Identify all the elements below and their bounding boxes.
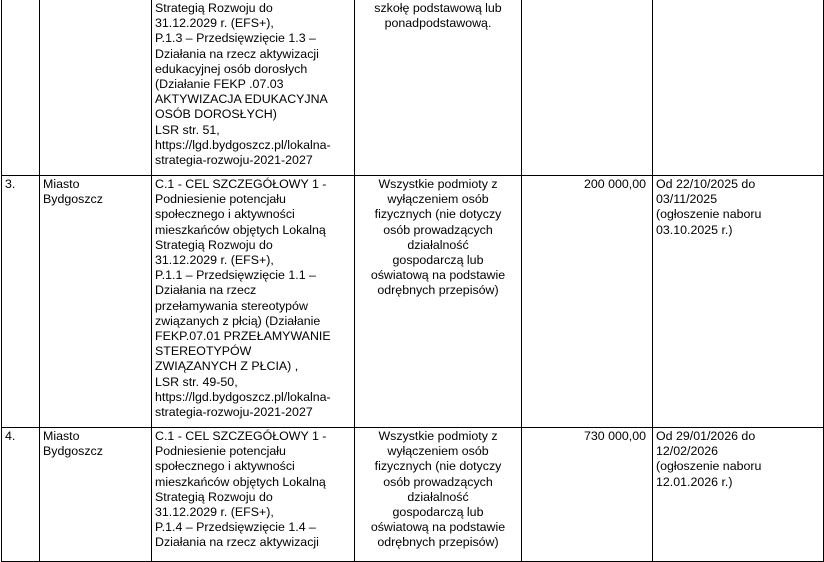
cell-text-line: Wszystkie podmioty z xyxy=(378,429,498,443)
table-row xyxy=(2,428,824,562)
cell-text-line: 200 000,00 xyxy=(583,177,646,191)
cell-text-line: Bydgoszcz xyxy=(43,444,103,459)
row-number-cell xyxy=(2,176,40,428)
row-number-cell xyxy=(2,428,40,562)
cell-text-line: 3. xyxy=(5,177,16,191)
cell-text-line: strategia-rozwoju-2021-2027 xyxy=(155,153,313,168)
cell-text-line: (ogłoszenie naboru xyxy=(656,207,762,222)
cell-text-line: Bydgoszcz xyxy=(43,192,103,207)
cell-text-line: P.1.1 – Przedsięwzięcie 1.1 – xyxy=(155,268,316,283)
cell-text-line: ponadpodstawową. xyxy=(384,16,492,31)
cell-text-line: osób prowadzących xyxy=(383,474,493,489)
amount-cell xyxy=(522,176,653,428)
cell-text-line: LSR str. 49-50, xyxy=(155,374,238,389)
cell-text-line: społecznego i aktywności xyxy=(155,207,295,222)
period-cell xyxy=(653,0,824,176)
cell-text-line: wyłączeniem osób xyxy=(387,192,489,207)
cell-text-line: 03/11/2025 xyxy=(656,192,718,207)
period-cell xyxy=(653,176,824,428)
cell-text-line: 12/02/2026 xyxy=(656,444,719,459)
cell-text-line: mieszkańców objętych Lokalną xyxy=(155,222,326,237)
cell-text-line: Podniesienie potencjału xyxy=(155,192,286,207)
cell-text-line: 31.12.2029 r. (EFS+), xyxy=(155,16,274,31)
cell-text-line: Działania na rzecz aktywizacji xyxy=(155,535,319,550)
cell-text-line: odrębnych przepisów) xyxy=(377,535,499,550)
cell-text-line: oświatową na podstawie xyxy=(370,520,506,535)
cell-text-line: AKTYWIZACJA EDUKACYJNA xyxy=(155,92,328,107)
objective-cell xyxy=(152,428,355,562)
cell-text-line: osób prowadzących xyxy=(383,222,493,237)
cell-text-line: społecznego i aktywności xyxy=(155,459,295,474)
cell-text-line: Miasto xyxy=(43,429,80,443)
cell-text-line: Strategią Rozwoju do xyxy=(155,489,273,504)
cell-text-line: 4. xyxy=(5,429,16,443)
cell-text-line: Od 22/10/2025 do xyxy=(656,177,756,191)
cell-text-line: szkołę podstawową lub xyxy=(374,1,502,15)
cell-text-line: Działania na rzecz aktywizacji xyxy=(155,46,319,61)
period-cell xyxy=(653,428,824,562)
objective-cell xyxy=(152,0,355,176)
objective-cell xyxy=(152,176,355,428)
cell-text-line: wyłączeniem osób xyxy=(387,444,489,459)
beneficiaries-cell xyxy=(355,0,522,176)
cell-text-line: Strategią Rozwoju do xyxy=(155,1,273,15)
amount-cell xyxy=(522,0,653,176)
cell-text-line: 03.10.2025 r.) xyxy=(656,222,733,237)
cell-text-line: oświatową na podstawie xyxy=(370,268,506,283)
cell-text-line: związanych z płcią) (Działanie xyxy=(155,313,321,328)
cell-text-line: ZWIĄZANYCH Z PŁCIA) , xyxy=(155,359,299,374)
cell-text-line: mieszkańców objętych Lokalną xyxy=(155,474,326,489)
cell-text-line: 31.12.2029 r. (EFS+), xyxy=(155,253,274,268)
beneficiaries-cell xyxy=(355,176,522,428)
cell-text-line: fizycznych (nie dotyczy xyxy=(374,207,502,222)
cell-text-line: strategia-rozwoju-2021-2027 xyxy=(155,405,313,420)
table-row xyxy=(2,176,824,428)
cell-text-line: C.1 - CEL SZCZEGÓŁOWY 1 - xyxy=(155,429,327,443)
cell-text-line: (ogłoszenie naboru xyxy=(656,459,762,474)
cell-text-line: OSÓB DOROSŁYCH) xyxy=(155,107,277,122)
cell-text-line: Strategią Rozwoju do xyxy=(155,237,273,252)
cell-text-line: Wszystkie podmioty z xyxy=(378,177,498,191)
cell-text-line: działalność xyxy=(407,489,469,504)
cell-text-line: P.1.3 – Przedsięwzięcie 1.3 – xyxy=(155,31,316,46)
cell-text-line: 730 000,00 xyxy=(583,429,646,443)
beneficiaries-cell xyxy=(355,428,522,562)
table-row xyxy=(2,0,824,176)
cell-text-line: Miasto xyxy=(43,177,80,191)
amount-cell xyxy=(522,428,653,562)
applicant-cell xyxy=(40,428,152,562)
cell-text-line: przełamywania stereotypów xyxy=(155,298,308,313)
cell-text-line: P.1.4 – Przedsięwzięcie 1.4 – xyxy=(155,520,316,535)
cell-text-line: FEKP.07.01 PRZEŁAMYWANIE xyxy=(155,329,331,344)
calls-table xyxy=(1,0,824,562)
cell-text-line: 12.01.2026 r.) xyxy=(656,474,733,489)
cell-text-line: działalność xyxy=(407,237,469,252)
cell-text-line: gospodarczą lub xyxy=(392,253,484,268)
cell-text-line: Działania na rzecz xyxy=(155,283,257,298)
applicant-cell xyxy=(40,0,152,176)
cell-text-line: edukacyjnej osób dorosłych xyxy=(155,61,308,76)
cell-text-line: 31.12.2029 r. (EFS+), xyxy=(155,505,274,520)
applicant-cell xyxy=(40,176,152,428)
cell-text-line: Od 29/01/2026 do xyxy=(656,429,756,443)
cell-text-line: odrębnych przepisów) xyxy=(377,283,499,298)
cell-text-line: (Działanie FEKP .07.03 xyxy=(155,77,284,92)
cell-text-line: https://lgd.bydgoszcz.pl/lokalna- xyxy=(155,137,331,152)
cell-text-line: C.1 - CEL SZCZEGÓŁOWY 1 - xyxy=(155,177,327,191)
cell-text-line: https://lgd.bydgoszcz.pl/lokalna- xyxy=(155,389,331,404)
cell-text-line: Podniesienie potencjału xyxy=(155,444,286,459)
cell-text-line: fizycznych (nie dotyczy xyxy=(374,459,502,474)
cell-text-line: STEREOTYPÓW xyxy=(155,344,252,359)
row-number-cell xyxy=(2,0,40,176)
cell-text-line: LSR str. 51, xyxy=(155,122,220,137)
cell-text-line: gospodarczą lub xyxy=(392,505,484,520)
